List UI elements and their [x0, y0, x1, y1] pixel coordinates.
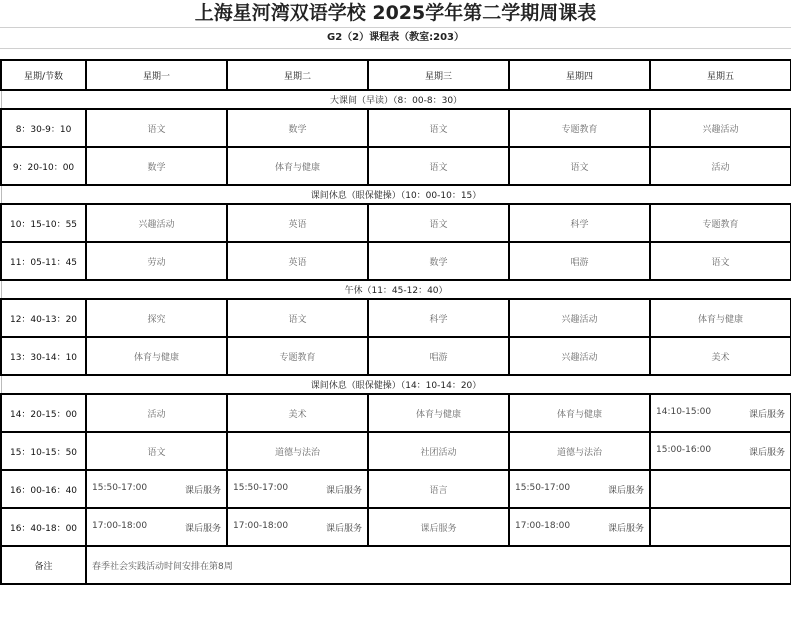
class-cell: 语文	[368, 109, 509, 147]
class-cell: 语文	[368, 204, 509, 242]
period-time: 13：30-14：10	[1, 337, 86, 375]
break-label: 大课间（早读）（8：00-8：30）	[1, 90, 791, 109]
service-label: 课后服务	[184, 523, 221, 534]
header-mon: 星期一	[86, 60, 227, 90]
empty-cell	[650, 508, 791, 546]
service-label: 课后服务	[748, 409, 785, 420]
service-cell	[650, 432, 791, 470]
service-time: 15:50-17:00	[92, 482, 148, 493]
class-cell: 语文	[227, 299, 368, 337]
class-cell: 探究	[86, 299, 227, 337]
header-tue: 星期二	[227, 60, 368, 90]
service-cell	[227, 470, 368, 508]
class-cell: 语文	[509, 147, 650, 185]
service-label: 课后服务	[325, 523, 362, 534]
period-row	[1, 394, 791, 432]
period-time: 12：40-13：20	[1, 299, 86, 337]
service-time: 17:00-18:00	[233, 520, 289, 531]
class-cell: 体育与健康	[86, 337, 227, 375]
service-label: 课后服务	[607, 485, 644, 496]
class-cell: 兴趣活动	[86, 204, 227, 242]
period-row	[1, 242, 791, 280]
class-cell: 数学	[227, 109, 368, 147]
header-row	[1, 60, 791, 90]
note-text: 春季社会实践活动时间安排在第8周	[86, 546, 791, 584]
break-label: 课间休息（眼保健操）（10：00-10：15）	[1, 185, 791, 204]
period-time: 15：10-15：50	[1, 432, 86, 470]
service-time: 15:50-17:00	[515, 482, 571, 493]
class-cell: 专题教育	[509, 109, 650, 147]
class-cell: 语文	[86, 109, 227, 147]
class-cell: 兴趣活动	[509, 337, 650, 375]
service-cell	[86, 470, 227, 508]
header-wed: 星期三	[368, 60, 509, 90]
service-cell	[86, 508, 227, 546]
period-time: 14：20-15：00	[1, 394, 86, 432]
class-cell: 体育与健康	[368, 394, 509, 432]
period-row	[1, 204, 791, 242]
class-cell: 道德与法治	[509, 432, 650, 470]
break-row	[1, 90, 791, 109]
break-row	[1, 280, 791, 299]
class-cell: 数学	[86, 147, 227, 185]
service-time: 17:00-18:00	[92, 520, 148, 531]
period-row	[1, 337, 791, 375]
class-cell: 英语	[227, 242, 368, 280]
break-row	[1, 375, 791, 394]
class-subtitle: G2（2）课程表（教室:203）	[0, 27, 791, 49]
class-cell: 体育与健康	[509, 394, 650, 432]
empty-cell	[650, 470, 791, 508]
note-label: 备注	[1, 546, 86, 584]
timetable	[0, 59, 791, 585]
service-label: 课后服务	[748, 447, 785, 458]
service-cell	[509, 508, 650, 546]
header-fri: 星期五	[650, 60, 791, 90]
service-cell	[650, 394, 791, 432]
service-time: 17:00-18:00	[515, 520, 571, 531]
class-cell: 劳动	[86, 242, 227, 280]
class-cell: 社团活动	[368, 432, 509, 470]
class-cell: 语言	[368, 470, 509, 508]
note-row	[1, 546, 791, 584]
class-cell: 专题教育	[650, 204, 791, 242]
service-label: 课后服务	[184, 485, 221, 496]
service-cell	[227, 508, 368, 546]
class-cell: 科学	[509, 204, 650, 242]
service-time: 15:00-16:00	[656, 444, 712, 455]
period-row	[1, 470, 791, 508]
break-label: 午休（11：45-12：40）	[1, 280, 791, 299]
class-cell: 兴趣活动	[509, 299, 650, 337]
class-cell: 活动	[86, 394, 227, 432]
class-cell: 语文	[86, 432, 227, 470]
break-row	[1, 185, 791, 204]
service-time: 14:10-15:00	[656, 406, 712, 417]
period-time: 11：05-11：45	[1, 242, 86, 280]
class-cell: 课后服务	[368, 508, 509, 546]
class-cell: 美术	[227, 394, 368, 432]
header-time: 星期/节数	[1, 60, 86, 90]
period-row	[1, 109, 791, 147]
class-cell: 体育与健康	[227, 147, 368, 185]
page-title: 上海星河湾双语学校 2025学年第二学期周课表	[194, 2, 597, 24]
period-time: 9：20-10：00	[1, 147, 86, 185]
period-row	[1, 299, 791, 337]
class-cell: 美术	[650, 337, 791, 375]
period-time: 10：15-10：55	[1, 204, 86, 242]
class-cell: 数学	[368, 242, 509, 280]
header-thu: 星期四	[509, 60, 650, 90]
service-time: 15:50-17:00	[233, 482, 289, 493]
class-cell: 语文	[650, 242, 791, 280]
period-time: 16：00-16：40	[1, 470, 86, 508]
period-row	[1, 432, 791, 470]
period-time: 8：30-9：10	[1, 109, 86, 147]
service-cell	[509, 470, 650, 508]
break-label: 课间休息（眼保健操）（14：10-14：20）	[1, 375, 791, 394]
class-cell: 唱游	[368, 337, 509, 375]
class-cell: 活动	[650, 147, 791, 185]
service-label: 课后服务	[607, 523, 644, 534]
class-cell: 道德与法治	[227, 432, 368, 470]
class-cell: 英语	[227, 204, 368, 242]
class-cell: 体育与健康	[650, 299, 791, 337]
class-cell: 兴趣活动	[650, 109, 791, 147]
period-time: 16：40-18：00	[1, 508, 86, 546]
class-cell: 唱游	[509, 242, 650, 280]
period-row	[1, 508, 791, 546]
class-cell: 科学	[368, 299, 509, 337]
class-cell: 专题教育	[227, 337, 368, 375]
service-label: 课后服务	[325, 485, 362, 496]
class-cell: 语文	[368, 147, 509, 185]
period-row	[1, 147, 791, 185]
